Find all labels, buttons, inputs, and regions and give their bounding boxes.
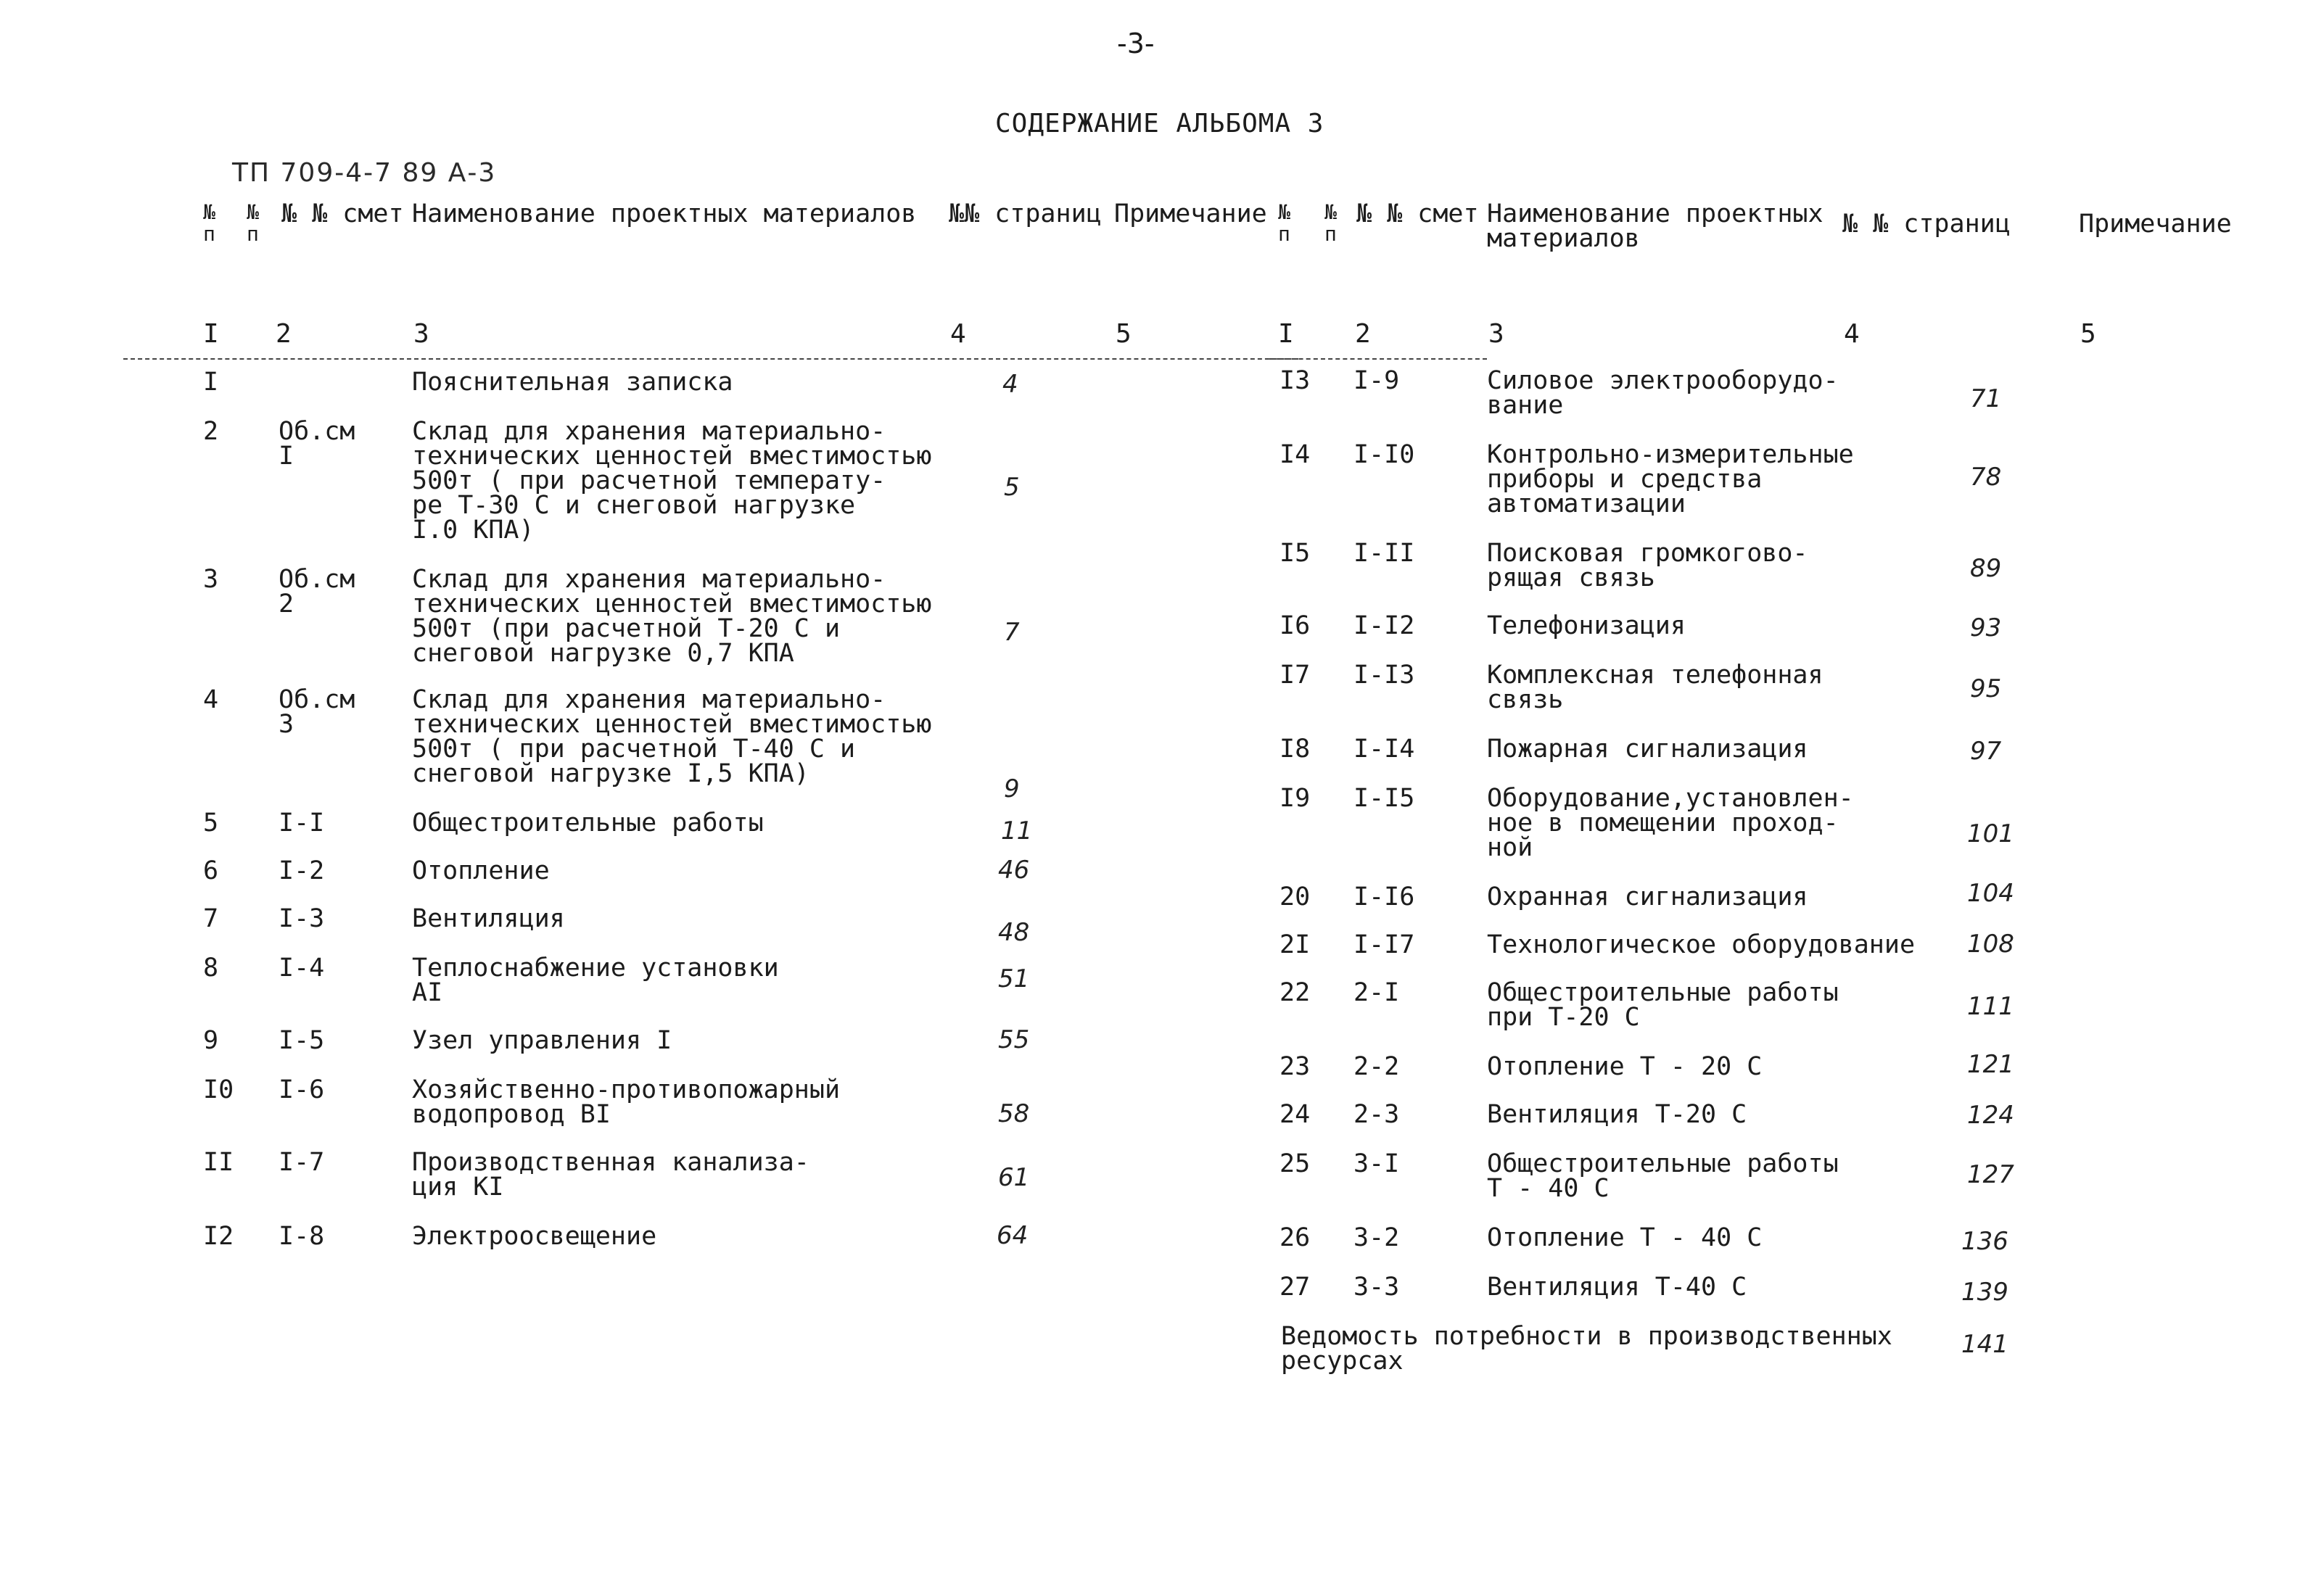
right-row-18-page: 97 (1970, 737, 2002, 766)
right-header-name: Наименование проектных материалов (1487, 199, 1823, 253)
left-row-11-num: II (203, 1148, 234, 1177)
right-row-13-page: 71 (1970, 384, 2002, 413)
right-row-24-smet: 2-3 (1353, 1100, 1400, 1129)
right-row-21-page: 108 (1967, 930, 2014, 959)
right-colnum-1: I (1278, 319, 1294, 349)
left-row-3-name: Склад для хранения материально- технических ценностей вместимостью 500т (при расчетной Т-20 С и снеговой нагрузке 0,7 КПА (412, 565, 932, 668)
right-header-num2: № п (1324, 200, 1337, 246)
right-row-13-smet: I-9 (1353, 366, 1400, 395)
left-row-7-page: 48 (998, 918, 1030, 947)
document-title: СОДЕРЖАНИЕ АЛЬБОМА 3 (995, 109, 1324, 138)
right-row-15-name: Поисковая громкогово- рящая связь (1487, 539, 1808, 592)
right-row-17-page: 95 (1970, 674, 2002, 703)
left-row-3-page: 7 (1004, 618, 1020, 647)
left-row-6-name: Отопление (412, 856, 550, 885)
page-number: -3- (1117, 28, 1155, 59)
right-row-14-smet: I-I0 (1353, 440, 1415, 469)
right-row-27-smet: 3-3 (1353, 1273, 1400, 1302)
right-row-16-page: 93 (1970, 613, 2002, 642)
left-row-2-num: 2 (203, 417, 219, 446)
right-row-20-name: Охранная сигнализация (1487, 882, 1808, 911)
left-row-11-page: 61 (998, 1163, 1030, 1192)
right-colnum-3: 3 (1488, 319, 1504, 349)
right-row-26-num: 26 (1279, 1223, 1311, 1252)
right-row-22-name: Общестроительные работы при Т-20 С (1487, 978, 1839, 1032)
left-row-4-num: 4 (203, 685, 219, 714)
document-code: ТП 709-4-7 89 А-3 (232, 158, 497, 188)
left-row-10-num: I0 (203, 1075, 234, 1104)
right-row-24-num: 24 (1279, 1100, 1311, 1129)
right-row-21-name: Технологическое оборудование (1487, 930, 1916, 959)
left-row-4-name: Склад для хранения материально- технических ценностей вместимостью 500т ( при расчетной Т-40 С и снеговой нагрузке I,5 КПА) (412, 685, 932, 788)
right-row-21-smet: I-I7 (1353, 930, 1415, 959)
right-row-24-name: Вентиляция Т-20 С (1487, 1100, 1747, 1129)
left-row-2-name: Склад для хранения материально- технических ценностей вместимостью 500т ( при расчетной температу- ре Т-30 С и снеговой нагрузке I.0 КПА) (412, 417, 932, 545)
left-row-5-smet: I-I (279, 809, 325, 838)
left-row-2-smet: Об.см I (279, 417, 355, 471)
right-row-26-page: 136 (1961, 1227, 2008, 1256)
left-row-9-num: 9 (203, 1026, 219, 1055)
left-header-note: Примечание (1114, 199, 1267, 228)
left-row-6-smet: I-2 (279, 856, 325, 885)
left-row-9-smet: I-5 (279, 1026, 325, 1055)
left-row-4-smet: Об.см 3 (279, 685, 355, 739)
right-header-smet: № № смет (1356, 199, 1479, 228)
left-header-smet: № № смет (281, 199, 404, 228)
right-row-13-name: Силовое электрооборудо- вание (1487, 366, 1839, 420)
left-row-12-num: I2 (203, 1222, 234, 1251)
left-colnum-4: 4 (950, 319, 966, 349)
right-row-17-num: I7 (1279, 661, 1311, 690)
right-row-18-name: Пожарная сигнализация (1487, 735, 1808, 764)
right-row-25-name: Общестроительные работы Т - 40 С (1487, 1149, 1839, 1203)
right-row-16-num: I6 (1279, 611, 1311, 640)
right-row-20-smet: I-I6 (1353, 882, 1415, 911)
right-row-25-page: 127 (1967, 1160, 2014, 1189)
right-row-22-page: 111 (1967, 992, 2014, 1021)
left-row-8-name: Теплоснабжение установки AI (412, 954, 779, 1007)
left-row-11-name: Производственная канализа- ция KI (412, 1148, 809, 1202)
left-row-5-page: 11 (1001, 816, 1033, 845)
right-row-14-name: Контрольно-измерительные приборы и средства автоматизации (1487, 440, 1854, 518)
summary-resources-page: 141 (1961, 1330, 2008, 1359)
left-header-num: № п (203, 200, 215, 246)
right-colnum-2: 2 (1355, 319, 1371, 349)
right-row-27-num: 27 (1279, 1273, 1311, 1302)
right-header-pages: № № страниц (1842, 210, 2011, 239)
left-row-5-num: 5 (203, 809, 219, 838)
right-header-note: Примечание (2079, 210, 2232, 239)
left-row-2-page: 5 (1004, 473, 1020, 502)
right-row-16-smet: I-I2 (1353, 611, 1415, 640)
right-row-22-num: 22 (1279, 978, 1311, 1007)
right-row-25-smet: 3-I (1353, 1149, 1400, 1178)
left-row-1-name: Пояснительная записка (412, 368, 733, 397)
right-row-16-name: Телефонизация (1487, 611, 1686, 640)
right-row-21-num: 2I (1279, 930, 1311, 959)
right-row-23-smet: 2-2 (1353, 1052, 1400, 1081)
left-row-1-num: I (203, 368, 219, 397)
left-header-name: Наименование проектных материалов (412, 199, 917, 228)
right-row-23-name: Отопление Т - 20 С (1487, 1052, 1763, 1081)
left-row-4-page: 9 (1004, 774, 1020, 803)
left-row-12-name: Электроосвещение (412, 1222, 657, 1251)
left-row-8-num: 8 (203, 954, 219, 983)
right-header-rule (1269, 358, 1487, 360)
right-row-27-name: Вентиляция Т-40 С (1487, 1273, 1747, 1302)
right-row-17-smet: I-I3 (1353, 661, 1415, 690)
left-header-rule (123, 358, 1298, 360)
right-row-18-smet: I-I4 (1353, 735, 1415, 764)
summary-resources-label: Ведомость потребности в производственных ресурсах (1281, 1322, 1892, 1376)
right-row-19-page: 101 (1967, 819, 2014, 848)
right-row-23-num: 23 (1279, 1052, 1311, 1081)
right-row-22-smet: 2-I (1353, 978, 1400, 1007)
left-row-10-smet: I-6 (279, 1075, 325, 1104)
left-row-7-name: Вентиляция (412, 904, 565, 933)
right-row-20-num: 20 (1279, 882, 1311, 911)
left-row-12-page: 64 (997, 1221, 1029, 1250)
left-row-6-num: 6 (203, 856, 219, 885)
left-row-5-name: Общестроительные работы (412, 809, 764, 838)
left-colnum-5: 5 (1116, 319, 1132, 349)
right-row-14-num: I4 (1279, 440, 1311, 469)
left-row-3-smet: Об.см 2 (279, 565, 355, 619)
left-colnum-2: 2 (276, 319, 292, 349)
left-row-10-name: Хозяйственно-противопожарный водопровод BI (412, 1075, 841, 1129)
right-row-18-num: I8 (1279, 735, 1311, 764)
left-row-7-smet: I-3 (279, 904, 325, 933)
left-row-7-num: 7 (203, 904, 219, 933)
left-row-3-num: 3 (203, 565, 219, 594)
left-row-8-smet: I-4 (279, 954, 325, 983)
right-row-19-smet: I-I5 (1353, 784, 1415, 813)
right-row-19-name: Оборудование,установлен- ное в помещении проход- ной (1487, 784, 1854, 862)
left-row-9-page: 55 (998, 1025, 1030, 1054)
right-row-17-name: Комплексная телефонная связь (1487, 661, 1823, 714)
left-colnum-3: 3 (413, 319, 429, 349)
right-row-26-smet: 3-2 (1353, 1223, 1400, 1252)
left-row-10-page: 58 (998, 1099, 1030, 1128)
right-row-15-smet: I-II (1353, 539, 1415, 568)
right-row-15-page: 89 (1970, 554, 2002, 583)
left-row-6-page: 46 (998, 856, 1030, 885)
right-row-24-page: 124 (1967, 1101, 2014, 1130)
right-colnum-4: 4 (1844, 319, 1860, 349)
right-colnum-5: 5 (2080, 319, 2096, 349)
right-row-14-page: 78 (1970, 463, 2002, 492)
left-header-pages: №№ страниц (949, 199, 1102, 228)
right-row-15-num: I5 (1279, 539, 1311, 568)
right-row-13-num: I3 (1279, 366, 1311, 395)
right-row-25-num: 25 (1279, 1149, 1311, 1178)
right-row-20-page: 104 (1967, 879, 2014, 908)
right-row-27-page: 139 (1961, 1278, 2008, 1307)
left-row-9-name: Узел управления I (412, 1026, 672, 1055)
right-header-num: № п (1278, 200, 1290, 246)
left-header-num2: № п (247, 200, 259, 246)
right-row-26-name: Отопление Т - 40 С (1487, 1223, 1763, 1252)
left-colnum-1: I (203, 319, 219, 349)
right-row-19-num: I9 (1279, 784, 1311, 813)
left-row-1-page: 4 (1002, 370, 1018, 399)
left-row-12-smet: I-8 (279, 1222, 325, 1251)
left-row-11-smet: I-7 (279, 1148, 325, 1177)
right-row-23-page: 121 (1967, 1050, 2014, 1079)
left-row-8-page: 51 (998, 964, 1030, 993)
